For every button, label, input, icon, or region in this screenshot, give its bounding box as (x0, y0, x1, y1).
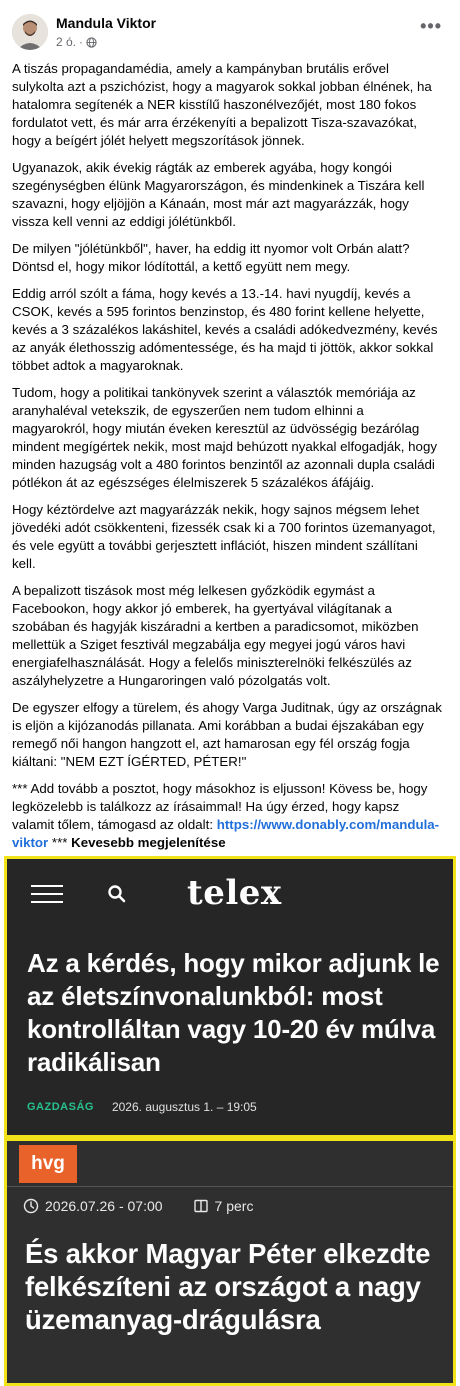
post-paragraph: De egyszer elfogy a türelem, és ahogy Varga Juditnak, úgy az országnak is eljön a kijózanodás pillanata. Ami korábban a budai éjszakában egy remegő női hangon hangzott el, azt hamarosan egy fél ország fogja kiáltani: "NEM EZT ÍGÉRTED, PÉTER!" (12, 700, 442, 769)
telex-article-card[interactable] (4, 856, 456, 1138)
post-body (12, 60, 444, 861)
search-icon[interactable] (107, 884, 127, 904)
donation-link[interactable]: https://www.donably.com/mandula-viktor (12, 817, 440, 850)
post-paragraph: Tudom, hogy a politikai tankönyvek szerint a választók memóriája az aranyhaléval vetekszik, de egyszerűen nem tudom elhinni a magyarokról, hogy miután éveken keresztül az üdvösségig bezárólag mindent megígértek nekik, most majd behúzott nyakkal elfogadják, hogy minden hazugság volt a 480 forintos benzintől az azonnali dupla családi pótlékon át az egészséges élelmiszerek 5 százalékos áfájáig. (12, 385, 437, 490)
author-name[interactable]: Mandula Viktor (56, 15, 157, 31)
hvg-article-meta (23, 1198, 253, 1214)
telex-nav (7, 859, 453, 931)
see-less-button[interactable]: Kevesebb megjelenítése (71, 835, 226, 850)
telex-article-meta (27, 1100, 257, 1114)
telex-date: 2026. augusztus 1. – 19:05 (111, 1100, 257, 1114)
post-time[interactable]: 2 ó. (56, 35, 77, 49)
post-meta (56, 35, 97, 49)
post-header (0, 0, 460, 60)
hvg-article-card[interactable] (4, 1138, 456, 1386)
avatar-portrait-icon (12, 14, 48, 50)
hvg-article-title[interactable]: És akkor Magyar Péter elkezdte felkészíteni az országot a nagy üzemanyag-drágulásra (25, 1238, 431, 1335)
book-icon (193, 1198, 209, 1214)
hvg-date: 2026.07.26 - 07:00 (45, 1198, 163, 1214)
post-paragraph: A tiszás propagandamédia, amely a kampányban brutális erővel sulykolta azt a pszichózist, hogy a magyarok sokkal jobban élnének, ha hatalomra segítenék a NER kisstílű haszonélvezőjét, most 180 fokos fordulatot vett, és már arra érzékenyíti a bepalizott Tisza-szavazókat, hogy a beígért jólét helyett megszorítások jönnek. (12, 61, 432, 148)
telex-category[interactable]: GAZDASÁG (27, 1101, 94, 1113)
globe-icon (86, 37, 97, 48)
post-paragraph: Ugyanazok, akik évekig rágták az emberek agyába, hogy kongói szegénységben élünk Magyarországon, és mindenkinek a Tiszára kell szavazni, hogy eljöjjön a Kánaán, most már azt magyarázzák, hogy vissza kell venni az eddigi jólétünkből. (12, 160, 425, 229)
post-closing (12, 780, 444, 852)
hvg-read-time: 7 perc (214, 1198, 254, 1214)
post-paragraph: De milyen "jólétünkből", haver, ha eddig itt nyomor volt Orbán alatt? Döntsd el, hogy mikor lódítottál, a kettő együtt nem megy. (12, 241, 410, 274)
telex-article-title[interactable]: Az a kérdés, hogy mikor adjunk le az életszínvonalunkból: most kontrolláltan vagy 10-20 év múlva radikálisan (27, 948, 440, 1077)
closing-tail: *** (48, 835, 72, 850)
telex-logo: telex (187, 873, 282, 913)
post-paragraph: Hogy kéztördelve azt magyarázzák nekik, hogy sajnos mégsem lehet jövedéki adót csökkenteni, fizessék csak ki a 700 forintos üzemanyagot, és vele együtt a további gerjesztett inflációt, hiszen mindent szállítani kell. (12, 502, 436, 571)
more-options-button[interactable]: ••• (420, 16, 442, 36)
hvg-divider (7, 1186, 453, 1187)
hvg-logo: hvg (19, 1145, 77, 1183)
meta-separator: · (79, 35, 84, 49)
author-avatar[interactable] (12, 14, 48, 50)
clock-icon (23, 1198, 39, 1214)
menu-icon[interactable] (31, 885, 63, 903)
post-paragraph: Eddig arról szólt a fáma, hogy kevés a 13.-14. havi nyugdíj, kevés a CSOK, kevés a 595 forintos benzinstop, és 480 forint kellene helyette, kevés a 3 százalékos lakáshitel, kevés a családi adókedvezmény, kevés az anyák élethosszig adómentessége, és ha majd ti jöttök, akkor sokkal többet adtok a magyaroknak. (12, 286, 438, 373)
closing-text: *** Add tovább a posztot, hogy másokhoz is eljusson! Kövess be, hogy legközelebb is találkozz az írásaimmal! Ha úgy érzed, hogy kapsz valamit tőlem, támogasd az oldalt: (12, 781, 428, 832)
post-paragraph: A bepalizott tiszások most még lelkesen győzködik egymást a Facebookon, hogy akkor jó emberek, ha gyertyával világítanak a szobában és hagyják kiszáradni a kertben a paradicsomot, miközben mellettük a Sziget fesztivál megzabálja egy megyei jogú város havi energiafelhasználását. Hogy a felelős miniszterelnöki felkészülés az aszályhelyzetre a Hungaroringen való pózolgatás volt. (12, 583, 419, 688)
